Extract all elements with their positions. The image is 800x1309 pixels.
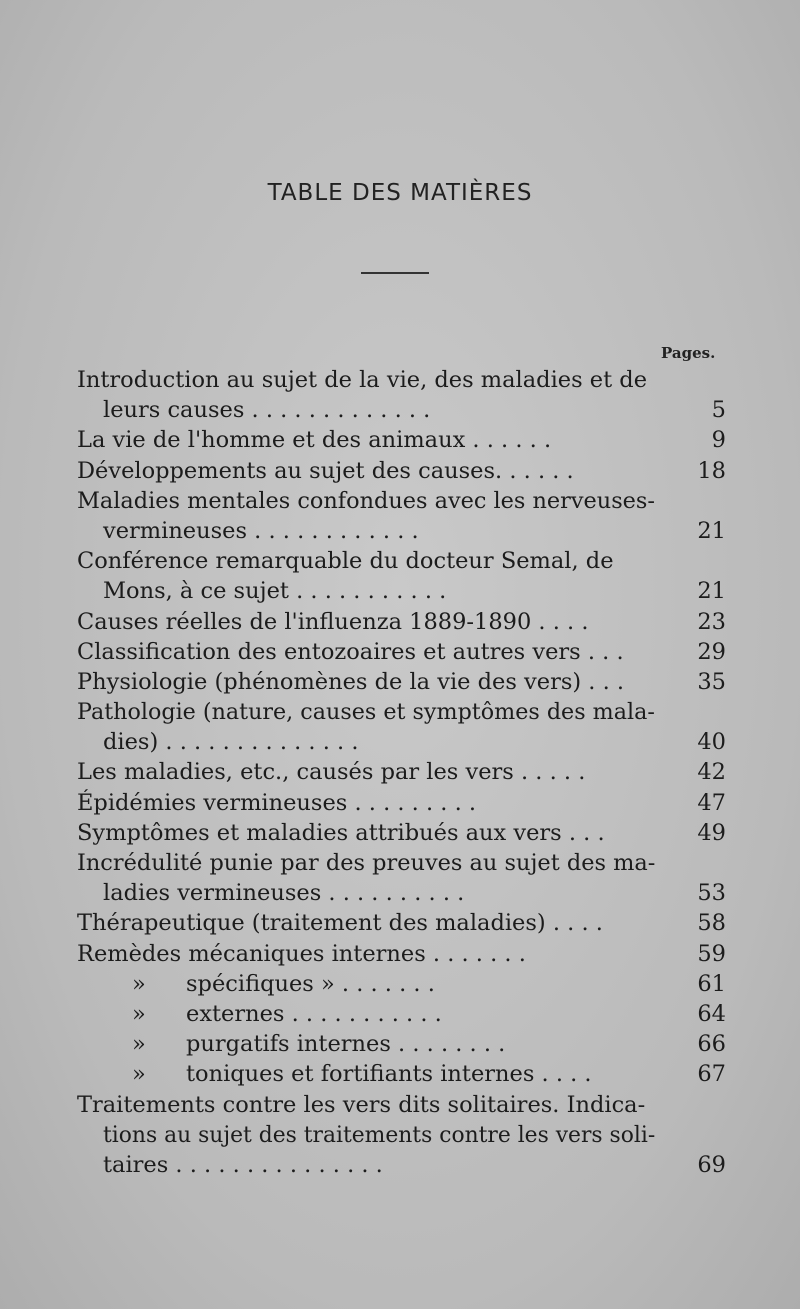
toc-entry-page: 58 — [697, 910, 726, 937]
toc-entry-text: dies) . . . . . . . . . . . . . . — [103, 729, 359, 756]
toc-entry — [0, 486, 800, 516]
toc-entry-text: Incrédulité punie par des preuves au sujet des ma- — [77, 850, 656, 876]
toc-entry-text: taires . . . . . . . . . . . . . . . — [103, 1151, 383, 1178]
toc-entry-text: Épidémies vermineuses . . . . . . . . . — [77, 789, 477, 816]
ditto-mark: » — [132, 1061, 146, 1088]
toc-entry-text: Causes réelles de l'influenza 1889-1890 . . . . — [77, 608, 589, 635]
toc-entry — [0, 1090, 800, 1120]
toc-entry-page: 61 — [697, 970, 726, 997]
toc-entry — [0, 365, 800, 395]
toc-entry — [0, 818, 800, 848]
ditto-mark: » — [132, 970, 146, 997]
toc-entry — [0, 667, 800, 697]
toc-entry — [0, 697, 800, 727]
title-rule — [361, 272, 429, 274]
toc-entry-text: Développements au sujet des causes. . . . . . — [77, 457, 574, 484]
toc-entry-page: 67 — [697, 1061, 726, 1088]
toc-entry-text: Classification des entozoaires et autres vers . . . — [77, 638, 624, 665]
toc-entry-text: Remèdes mécaniques internes . . . . . . . — [77, 940, 526, 967]
toc-entry — [0, 637, 800, 667]
toc-entry-text: externes . . . . . . . . . . . — [186, 1000, 442, 1027]
toc-entry — [0, 1120, 800, 1150]
toc-entry-text: purgatifs internes . . . . . . . . — [186, 1031, 506, 1058]
toc-entry — [0, 425, 800, 455]
toc-entry-page: 40 — [697, 729, 726, 756]
toc-entry-text: Thérapeutique (traitement des maladies) . . . . — [77, 910, 603, 937]
toc-entry-text: spécifiques » . . . . . . . — [186, 970, 435, 997]
ditto-mark: » — [132, 1031, 146, 1058]
toc-entry — [0, 969, 800, 999]
toc-entry — [0, 727, 800, 757]
toc-entry-page: 47 — [697, 789, 726, 816]
toc-entry — [0, 1150, 800, 1180]
toc-entry-text: Les maladies, etc., causés par les vers . . . . . — [77, 759, 586, 786]
toc-entry-page: 64 — [697, 1000, 726, 1027]
toc-entry-page: 29 — [697, 638, 726, 665]
table-of-contents — [0, 365, 800, 1180]
toc-entry — [0, 848, 800, 878]
toc-entry-page: 59 — [697, 940, 726, 967]
toc-entry — [0, 999, 800, 1029]
toc-entry-page: 5 — [711, 397, 726, 424]
toc-entry-page: 21 — [697, 578, 726, 605]
toc-entry-text: Symptômes et maladies attribués aux vers . . . — [77, 819, 605, 846]
toc-entry-page: 35 — [697, 668, 726, 695]
toc-entry — [0, 576, 800, 606]
toc-entry-page: 53 — [697, 880, 726, 907]
toc-entry-text: Maladies mentales confondues avec les nerveuses- — [77, 487, 656, 514]
toc-entry — [0, 516, 800, 546]
toc-entry — [0, 546, 800, 576]
toc-entry-text: leurs causes . . . . . . . . . . . . . — [103, 397, 431, 424]
toc-entry-page: 66 — [697, 1031, 726, 1058]
toc-entry — [0, 1059, 800, 1089]
toc-entry-text: Pathologie (nature, causes et symptômes des mala- — [77, 699, 655, 726]
ditto-mark: » — [132, 1000, 146, 1027]
toc-entry-page: 18 — [697, 457, 726, 484]
toc-entry-page: 49 — [697, 819, 726, 846]
toc-entry-page: 9 — [711, 427, 726, 454]
toc-entry — [0, 1029, 800, 1059]
toc-entry — [0, 757, 800, 787]
pages-column-header: Pages. — [661, 344, 716, 362]
toc-entry-text: La vie de l'homme et des animaux . . . . . . — [77, 427, 552, 454]
toc-entry-text: Conférence remarquable du docteur Semal, de — [77, 548, 614, 575]
toc-entry-text: toniques et fortifiants internes . . . . — [186, 1061, 592, 1088]
toc-entry — [0, 878, 800, 908]
toc-entry-page: 23 — [697, 608, 726, 635]
toc-entry-page: 42 — [697, 759, 726, 786]
toc-entry — [0, 939, 800, 969]
toc-entry — [0, 395, 800, 425]
toc-entry-text: Traitements contre les vers dits solitaires. Indica- — [77, 1091, 646, 1118]
toc-entry-text: ladies vermineuses . . . . . . . . . . — [103, 880, 465, 907]
toc-entry — [0, 788, 800, 818]
toc-entry — [0, 456, 800, 486]
toc-entry-text: vermineuses . . . . . . . . . . . . — [103, 517, 419, 544]
page-title: TABLE DES MATIÈRES — [267, 180, 533, 206]
toc-entry-page: 21 — [697, 517, 726, 544]
toc-entry-text: Physiologie (phénomènes de la vie des vers) . . . — [77, 668, 625, 695]
toc-entry-page: 69 — [697, 1151, 726, 1178]
toc-entry-text: tions au sujet des traitements contre les vers soli- — [103, 1121, 656, 1148]
toc-entry-text: Mons, à ce sujet . . . . . . . . . . . — [103, 578, 447, 605]
toc-entry — [0, 908, 800, 938]
toc-entry — [0, 607, 800, 637]
toc-entry-text: Introduction au sujet de la vie, des maladies et de — [77, 367, 648, 393]
